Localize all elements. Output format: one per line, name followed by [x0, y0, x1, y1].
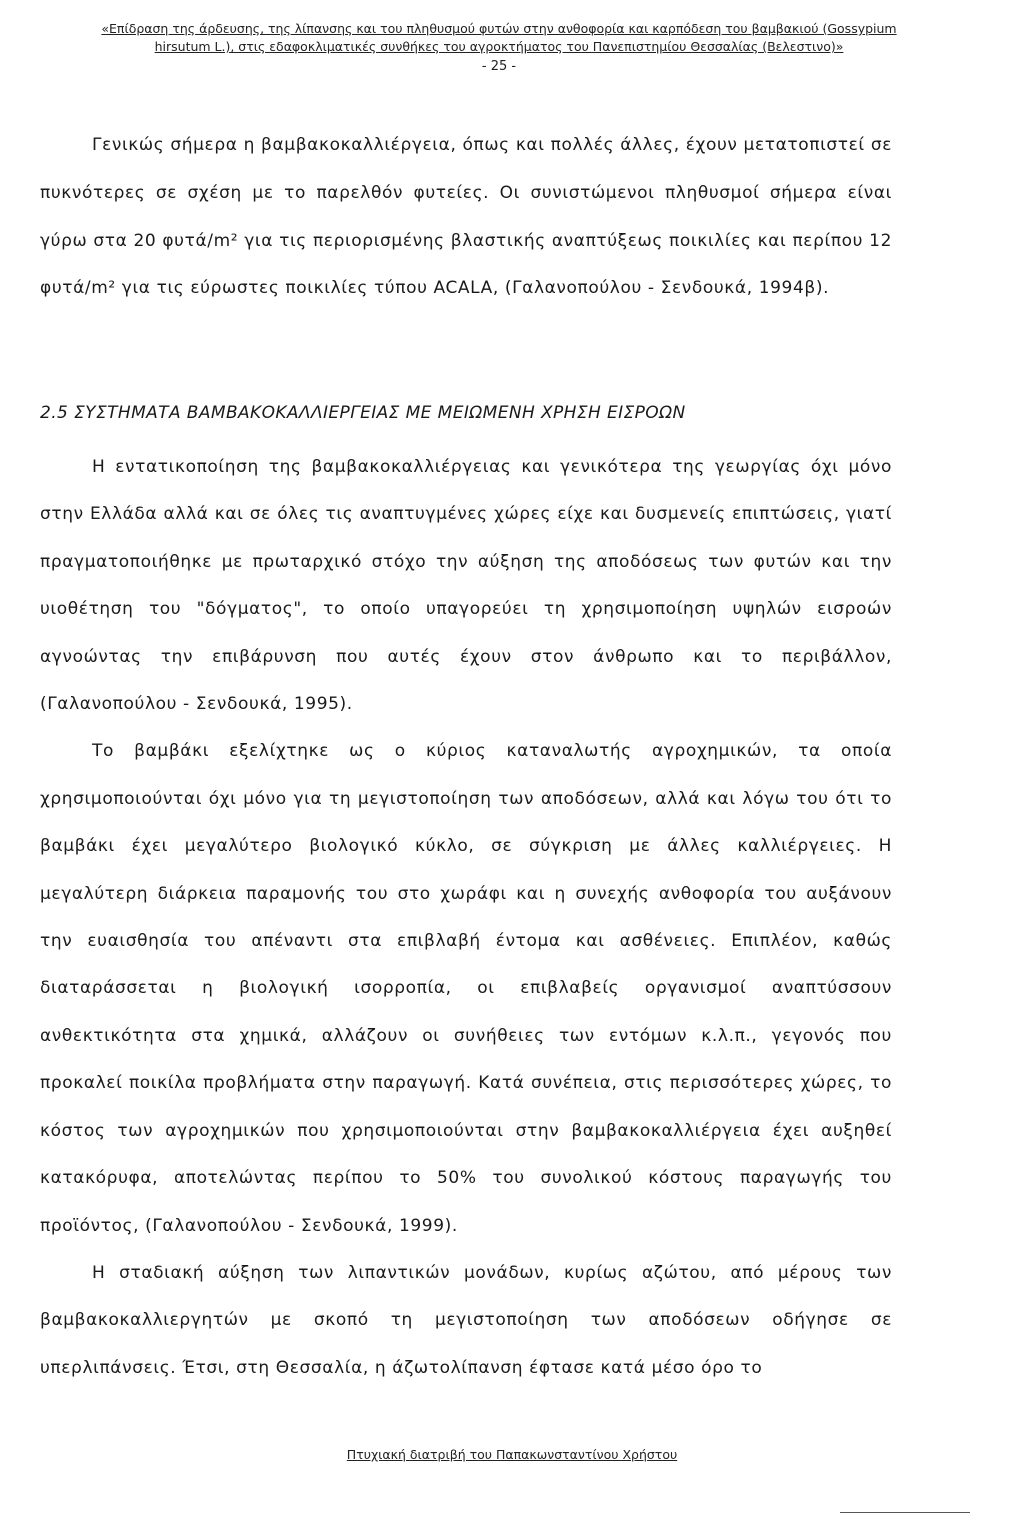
- page-number: - 25 -: [481, 59, 517, 74]
- footer-rule: [840, 1512, 970, 1513]
- intro-block: [40, 122, 892, 313]
- intro-paragraph: Γενικώς σήμερα η βαμβακοκαλλιέργεια, όπως και πολλές άλλες, έχουν μετατοπιστεί σε πυκνότερες σε σχέση με το παρελθόν φυτείες. Οι συνιστώμενοι πληθυσμοί σήμερα είναι γύρω στα 20 φυτά/m² για τις περιορισμένης βλαστικής αναπτύξεως ποικιλίες και περίπου 12 φυτά/m² για τις εύρωστες ποικιλίες τύπου ACALA, (Γαλανοπούλου - Σενδουκά, 1994β).: [40, 135, 892, 299]
- section-body: [40, 444, 892, 1392]
- body-paragraph-3: Η σταδιακή αύξηση των λιπαντικών μονάδων, κυρίως αζώτου, από μέρους των βαμβακοκαλλιεργητών με σκοπό τη μεγιστοποίηση των αποδόσεων οδήγησε σε υπερλιπάνσεις. Έτσι, στη Θεσσαλία, η άζωτολίπανση έφτασε κατά μέσο όρο το: [40, 1262, 892, 1378]
- running-header: [34, 20, 964, 76]
- page-footer: Πτυχιακή διατριβή του Παπακωνσταντίνου Χρήστου: [346, 1447, 678, 1462]
- body-paragraph-1: Η εντατικοποίηση της βαμβακοκαλλιέργειας και γενικότερα της γεωργίας όχι μόνο στην Ελλάδα αλλά και σε όλες τις αναπτυγμένες χώρες είχε και δυσμενείς επιπτώσεις, γιατί πραγματοποιήθηκε με πρωταρχικό στόχο την αύξηση της αποδόσεως των φυτών και την υιοθέτηση του "δόγματος", το οποίο υπαγορεύει τη χρησιμοποίηση υψηλών εισροών αγνοώντας την επιβάρυνση που αυτές έχουν στον άνθρωπο και το περιβάλλον, (Γαλανοπούλου - Σενδουκά, 1995).: [40, 457, 892, 715]
- header-title-line-1: «Επίδραση της άρδευσης, της λίπανσης και του πληθυσμού φυτών στην ανθοφορία και καρπόδεση του βαμβακιού (Gossypium: [101, 21, 897, 36]
- section-heading: 2.5 ΣΥΣΤΗΜΑΤΑ ΒΑΜΒΑΚΟΚΑΛΛΙΕΡΓΕΙΑΣ ΜΕ ΜΕΙΩΜΕΝΗ ΧΡΗΣΗ ΕΙΣΡΟΩΝ: [40, 403, 686, 423]
- body-paragraph-2: Το βαμβάκι εξελίχτηκε ως ο κύριος καταναλωτής αγροχημικών, τα οποία χρησιμοποιούνται όχι μόνο για τη μεγιστοποίηση των αποδόσεων, αλλά και λόγω του ότι το βαμβάκι έχει μεγαλύτερο βιολογικό κύκλο, σε σύγκριση με άλλες καλλιέργειες. Η μεγαλύτερη διάρκεια παραμονής του στο χωράφι και η συνεχής ανθοφορία του αυξάνουν την ευαισθησία του απέναντι στα επιβλαβή έντομα και ασθένειες. Επιπλέον, καθώς διαταράσσεται η βιολογική ισορροπία, οι επιβλαβείς οργανισμοί αναπτύσσουν ανθεκτικότητα στα χημικά, αλλάζουν οι συνήθειες των εντόμων κ.λ.π., γεγονός που προκαλεί ποικίλα προβλήματα στην παραγωγή. Κατά συνέπεια, στις περισσότερες χώρες, το κόστος των αγροχημικών που χρησιμοποιούνται στην βαμβακοκαλλιέργεια έχει αυξηθεί κατακόρυφα, αποτελώντας περίπου το 50% του συνολικού κόστους παραγωγής του προϊόντος, (Γαλανοπούλου - Σενδουκά, 1999).: [40, 741, 892, 1236]
- header-title-line-2: hirsutum L.), στις εδαφοκλιματικές συνθήκες του αγροκτήματος του Πανεπιστημίου Θεσσαλίας (Βελεστινο)»: [154, 39, 844, 54]
